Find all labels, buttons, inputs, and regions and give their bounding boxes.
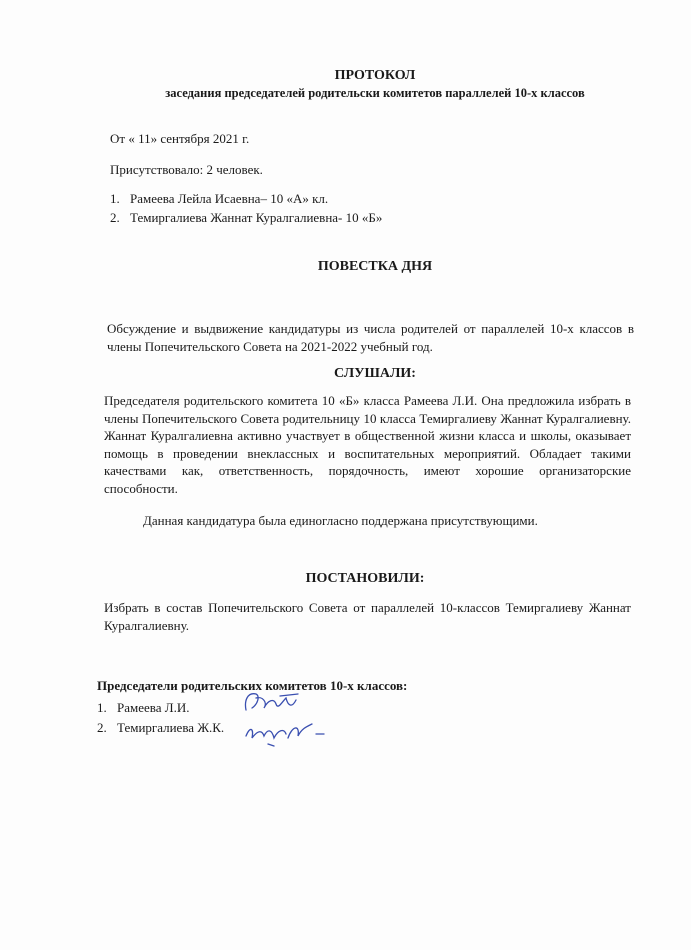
attendee-name: Рамеева Лейла Исаевна– 10 «А» кл.	[130, 191, 329, 206]
document-subtitle: заседания председателей родительски комитетов параллелей 10-х классов	[165, 86, 585, 100]
signatory-name: Темиргалиева Ж.К.	[117, 720, 225, 735]
attendance-line: Присутствовало: 2 человек.	[110, 162, 263, 177]
agenda-heading: ПОВЕСТКА ДНЯ	[317, 259, 433, 274]
signatory-name: Рамеева Л.И.	[117, 700, 190, 715]
date-line: От « 11» сентября 2021 г.	[110, 131, 250, 146]
list-number: 2.	[97, 720, 107, 735]
list-item	[110, 191, 382, 207]
heard-text: Председателя родительского комитета 10 «Б» класса Рамеева Л.И. Она предложила избрать в члены Попечительского Совета родительницу 10 класса Темиргалиеву Жаннат Куралгалиевну. Жаннат Куралгалиевна активно участвует в общественной жизни класса и школы, оказывает помощь в проведении внеклассных и воспитательных мероприятий. Обладает такими качествами как, ответственность, порядочность, имеют хорошие организаторские способности.	[104, 393, 631, 496]
signatories-list	[97, 700, 224, 736]
list-item	[110, 210, 382, 226]
signatures-title: Председатели родительских комитетов 10-х классов:	[97, 678, 408, 693]
list-item	[97, 700, 224, 716]
agenda-text: Обсуждение и выдвижение кандидатуры из числа родителей от параллелей 10-х классов в члены Попечительского Совета на 2021-2022 учебный год.	[107, 321, 634, 354]
attendee-name: Темиргалиева Жаннат Куралгалиевна- 10 «Б»	[130, 210, 383, 225]
list-number: 1.	[97, 700, 107, 715]
support-text: Данная кандидатура была единогласно поддержана присутствующими.	[143, 513, 538, 528]
document-title: ПРОТОКОЛ	[334, 68, 416, 83]
list-number: 2.	[110, 210, 120, 225]
attendees-list	[110, 191, 382, 226]
decided-heading: ПОСТАНОВИЛИ:	[305, 571, 425, 586]
list-item	[97, 720, 224, 736]
list-number: 1.	[110, 191, 120, 206]
heard-heading: СЛУШАЛИ:	[334, 366, 416, 381]
decided-text: Избрать в состав Попечительского Совета от параллелей 10-классов Темиргалиеву Жаннат Куралгалиевну.	[104, 600, 631, 633]
signature-2	[240, 716, 330, 748]
signature-1	[238, 688, 318, 718]
